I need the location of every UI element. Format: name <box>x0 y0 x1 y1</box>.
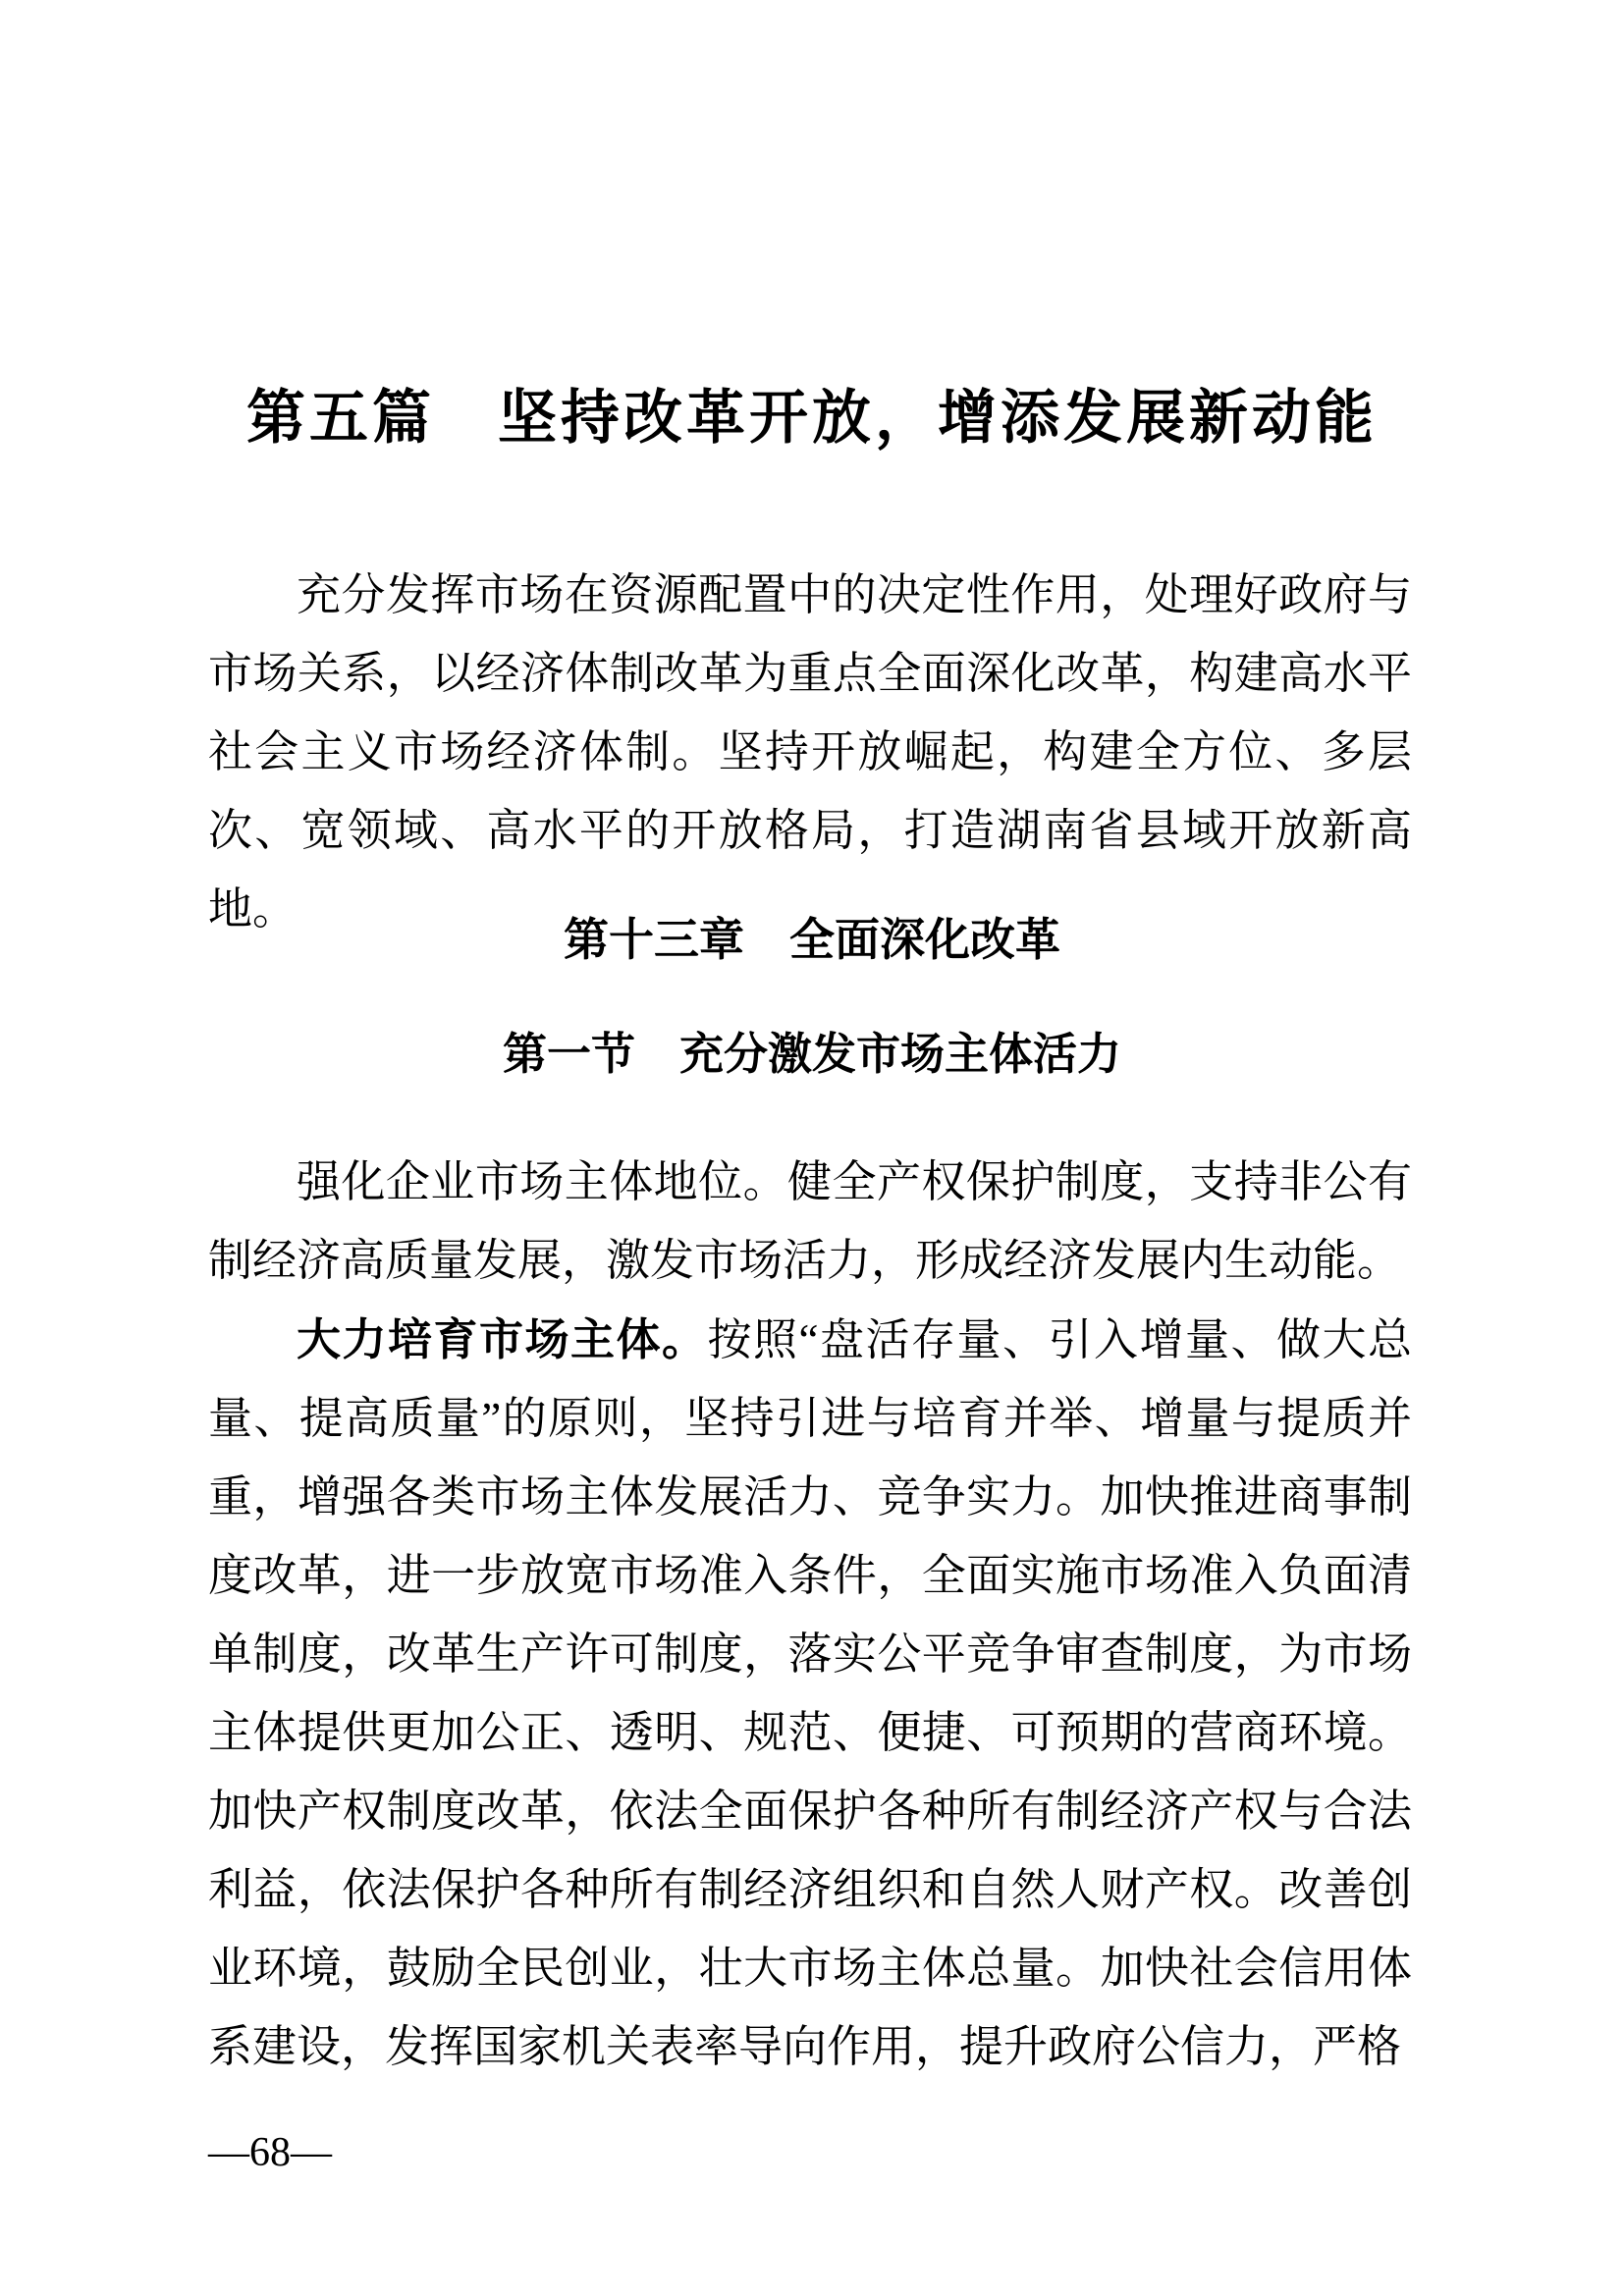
paragraph-cultivate <box>208 1301 1412 2086</box>
paragraph-cultivate-text: 按照“盘活存量、引入增量、做大总量、提高质量”的原则，坚持引进与培育并举、增量与提质并重，增强各类市场主体发展活力、竞争实力。加快推进商事制度改革，进一步放宽市场准入条件，全面实施市场准入负面清单制度，改革生产许可制度，落实公平竞争审查制度，为市场主体提供更加公正、透明、规范、便捷、可预期的营商环境。加快产权制度改革，依法全面保护各种所有制经济产权与合法利益，依法保护各种所有制经济组织和自然人财产权。改善创业环境，鼓励全民创业，壮大市场主体总量。加快社会信用体系建设，发挥国家机关表率导向作用，提升政府公信力，严格 <box>208 1315 1412 2071</box>
section-heading: 第一节 充分激发市场主体活力 <box>502 1029 1121 1079</box>
chapter-heading: 第十三章 全面深化改革 <box>564 915 1060 965</box>
paragraph-cultivate-lead: 大力培育市场主体。 <box>297 1314 708 1364</box>
page-number: —68— <box>208 2130 332 2175</box>
part-title: 第五篇 坚持改革开放，增添发展新动能 <box>246 386 1378 451</box>
intro-paragraph: 充分发挥市场在资源配置中的决定性作用，处理好政府与市场关系，以经济体制改革为重点全面深化改革，构建高水平社会主义市场经济体制。坚持开放崛起，构建全方位、多层次、宽领域、高水平的开放格局，打造湖南省县域开放新高地。 <box>208 570 1412 934</box>
paragraph-market-position: 强化企业市场主体地位。健全产权保护制度，支持非公有制经济高质量发展，激发市场活力，形成经济发展内生动能。 <box>208 1157 1412 1285</box>
